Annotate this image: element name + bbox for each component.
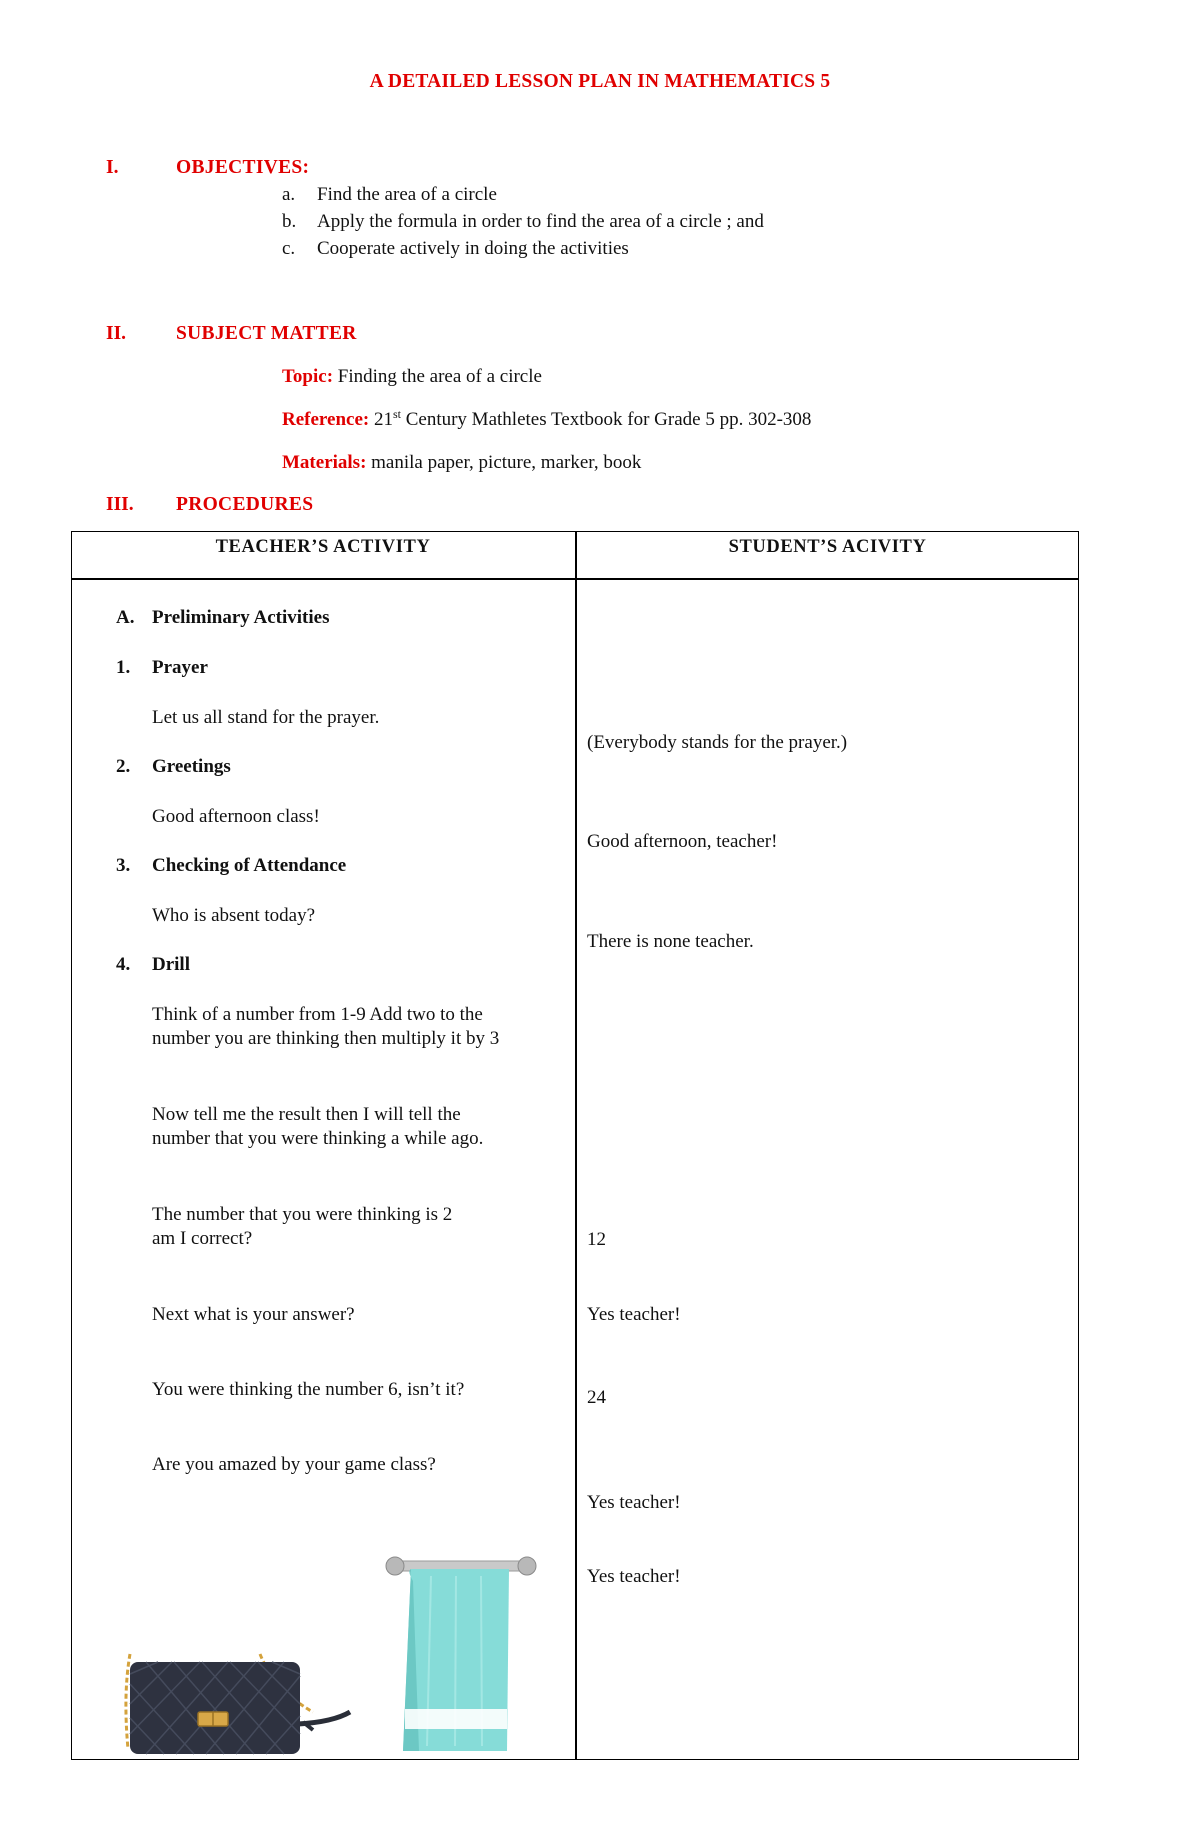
objective-letter: c. xyxy=(282,238,296,259)
section-number-procedures: III. xyxy=(106,494,134,515)
materials-line xyxy=(282,452,641,474)
step-number: 3. xyxy=(116,855,131,876)
drill-instruction-line: Next what is your answer? xyxy=(152,1304,355,1325)
drill-instruction-line: The number that you were thinking is 2 xyxy=(152,1204,453,1225)
reference-label: Reference: xyxy=(282,409,370,430)
teacher-activity-header: TEACHER’S ACTIVITY xyxy=(215,537,431,557)
materials-label: Materials: xyxy=(282,452,367,473)
section-title-subject-matter: SUBJECT MATTER xyxy=(176,323,357,344)
student-response: Yes teacher! xyxy=(587,1492,681,1513)
page-title: A DETAILED LESSON PLAN IN MATHEMATICS 5 xyxy=(369,71,831,92)
drill-heading: Drill xyxy=(152,954,190,975)
objective-item: Apply the formula in order to find the area of a circle ; and xyxy=(317,211,764,232)
table-header-divider xyxy=(71,578,1079,580)
section-number-subject-matter: II. xyxy=(106,323,127,344)
attendance-heading: Checking of Attendance xyxy=(152,855,347,876)
section-title-objectives: OBJECTIVES: xyxy=(176,157,310,178)
reference-value-number: 21 xyxy=(373,409,393,430)
drill-instruction-line: Are you amazed by your game class? xyxy=(152,1454,436,1475)
prayer-heading: Prayer xyxy=(152,657,208,678)
drill-instruction-line: You were thinking the number 6, isn’t it? xyxy=(152,1379,465,1400)
student-response: 12 xyxy=(587,1229,606,1250)
preliminary-activities-heading: Preliminary Activities xyxy=(152,607,330,628)
step-number: 2. xyxy=(116,756,131,777)
student-response: Yes teacher! xyxy=(587,1304,681,1325)
student-response: There is none teacher. xyxy=(587,931,754,952)
materials-value: manila paper, picture, marker, book xyxy=(371,452,642,473)
topic-line xyxy=(282,366,542,388)
reference-value: Century Mathletes Textbook for Grade 5 pp. 302-308 xyxy=(405,409,812,430)
section-letter: A. xyxy=(116,607,135,628)
drill-instruction-line: number that you were thinking a while ago. xyxy=(152,1128,484,1149)
student-activity-header: STUDENT’S ACIVITY xyxy=(728,537,927,557)
handbag-picture xyxy=(118,1634,358,1756)
table-column-divider xyxy=(575,531,577,1760)
teacher-prayer-text: Let us all stand for the prayer. xyxy=(152,707,380,728)
drill-instruction-line: number you are thinking then multiply it by 3 xyxy=(152,1028,500,1049)
towel-picture xyxy=(381,1551,541,1756)
teacher-attendance-text: Who is absent today? xyxy=(152,905,316,926)
section-number-objectives: I. xyxy=(106,157,119,178)
objective-letter: a. xyxy=(282,184,296,205)
teacher-greetings-text: Good afternoon class! xyxy=(152,806,320,827)
drill-instruction-line: am I correct? xyxy=(152,1228,253,1249)
greetings-heading: Greetings xyxy=(152,756,231,777)
student-response: Yes teacher! xyxy=(587,1566,681,1587)
section-title-procedures: PROCEDURES xyxy=(176,494,314,515)
objective-item: Cooperate actively in doing the activities xyxy=(317,238,629,259)
drill-instruction-line: Now tell me the result then I will tell the xyxy=(152,1104,461,1125)
step-number: 1. xyxy=(116,657,131,678)
step-number: 4. xyxy=(116,954,131,975)
student-response: (Everybody stands for the prayer.) xyxy=(587,732,848,753)
topic-label: Topic: xyxy=(282,366,334,387)
objective-letter: b. xyxy=(282,211,297,232)
drill-instruction-line: Think of a number from 1-9 Add two to the xyxy=(152,1004,483,1025)
topic-value: Finding the area of a circle xyxy=(337,366,542,387)
reference-line xyxy=(282,409,811,431)
student-response: Good afternoon, teacher! xyxy=(587,831,778,852)
reference-value-suffix: st xyxy=(392,407,401,421)
objective-item: Find the area of a circle xyxy=(317,184,497,205)
student-response: 24 xyxy=(587,1387,606,1408)
